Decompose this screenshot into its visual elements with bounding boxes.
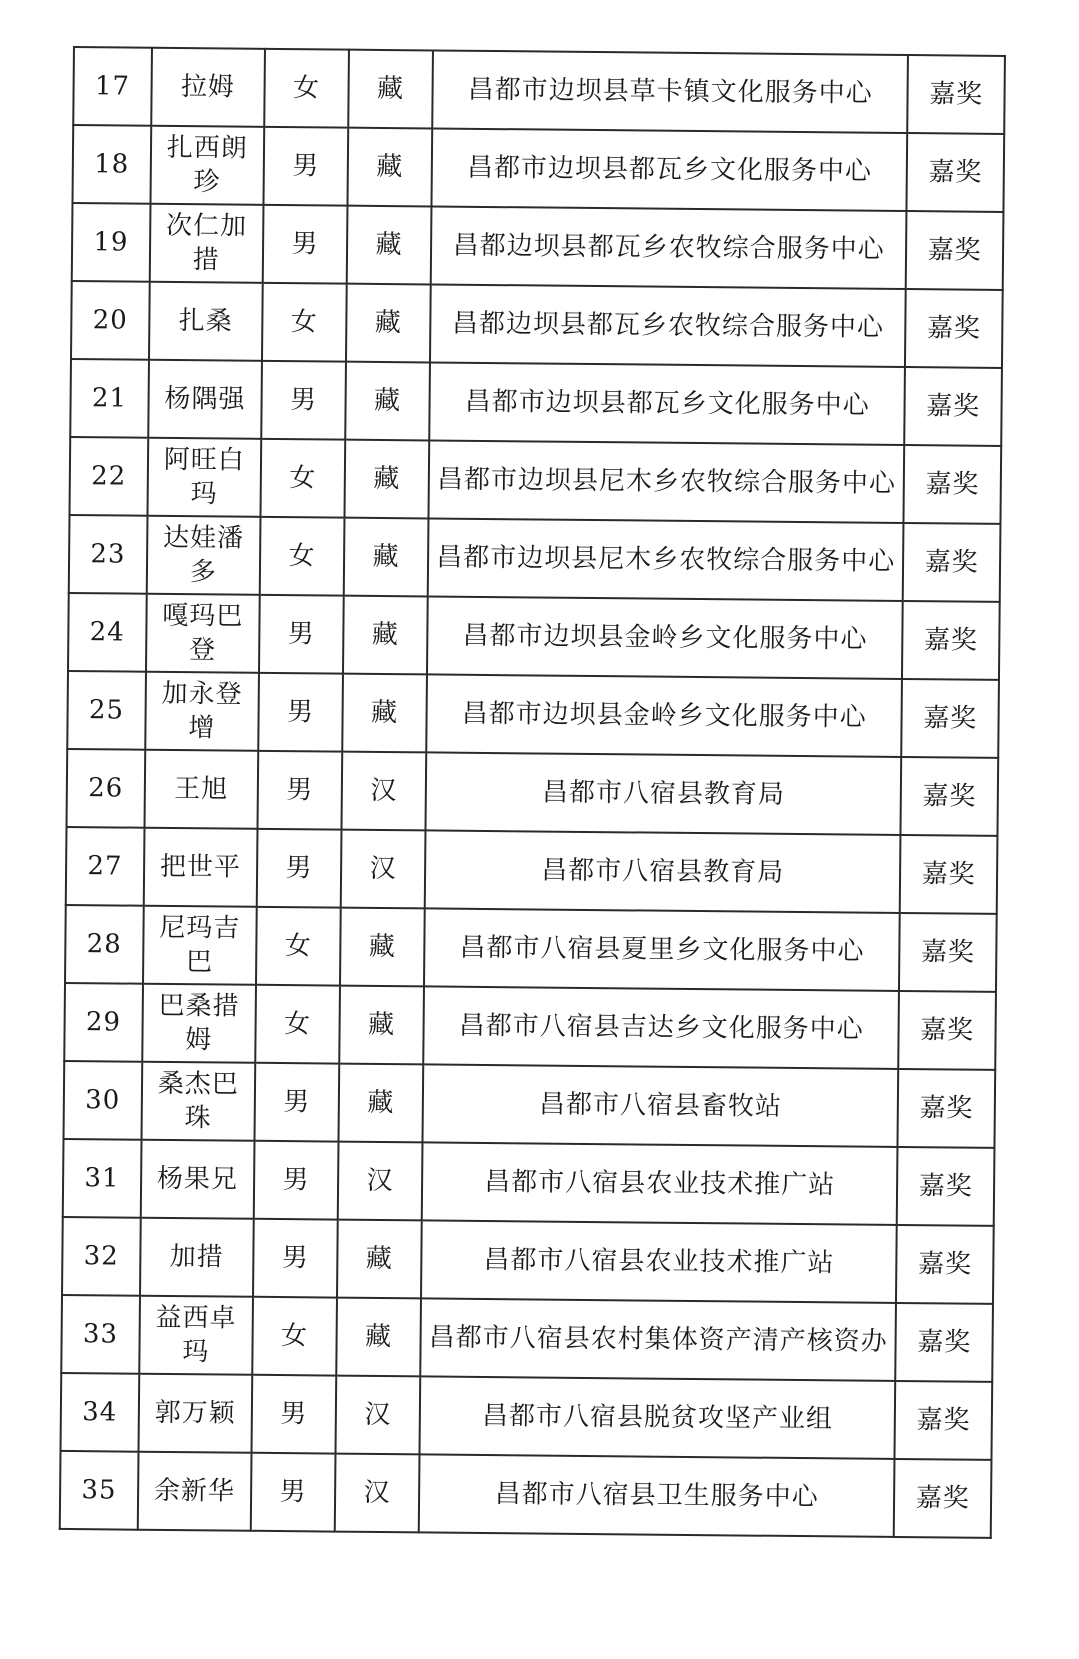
table-row [70,359,1002,446]
name-cell: 加永登增 [145,672,259,751]
gender-cell: 男 [254,1063,339,1142]
award-cell: 嘉奖 [902,679,999,758]
name-cell: 阿旺白玛 [147,438,261,517]
name-cell: 扎西朗珍 [150,126,264,205]
table-row [67,671,999,758]
work-unit-cell: 昌都市边坝县都瓦乡文化服务中心 [429,362,905,445]
gender-cell: 男 [258,673,343,752]
serial-number-cell: 31 [63,1139,141,1218]
work-unit-cell: 昌都市八宿县教育局 [425,752,901,835]
award-cell: 嘉奖 [899,913,996,992]
serial-number-cell: 20 [71,281,149,360]
table-row [72,125,1004,212]
work-unit-cell: 昌都市八宿县畜牧站 [422,1064,898,1147]
name-cell: 余新华 [137,1452,251,1531]
gender-cell: 男 [263,127,348,206]
work-unit-cell: 昌都市边坝县草卡镇文化服务中心 [432,50,908,133]
table-row [61,1373,993,1460]
ethnicity-cell: 汉 [338,1142,423,1221]
serial-number-cell: 34 [61,1373,139,1452]
ethnicity-cell: 藏 [346,284,431,363]
table-row [64,983,996,1070]
table-row [68,593,1000,680]
table-row [67,749,999,836]
serial-number-cell: 28 [65,905,143,984]
name-cell: 次仁加措 [149,204,263,283]
work-unit-cell: 昌都市边坝县金岭乡文化服务中心 [426,674,902,757]
award-cell: 嘉奖 [906,211,1003,290]
award-cell: 嘉奖 [904,445,1001,524]
gender-cell: 男 [254,1141,339,1220]
award-cell: 嘉奖 [899,991,996,1070]
work-unit-cell: 昌都市八宿县农业技术推广站 [422,1142,898,1225]
table-row [65,905,997,992]
work-unit-cell: 昌都市边坝县尼木乡农牧综合服务中心 [428,518,904,601]
name-cell: 王旭 [144,750,258,829]
work-unit-cell: 昌都市八宿县夏里乡文化服务中心 [424,908,900,991]
work-unit-cell: 昌都市八宿县农业技术推广站 [421,1220,897,1303]
ethnicity-cell: 藏 [348,50,433,129]
name-cell: 拉姆 [151,48,265,127]
name-cell: 桑杰巴珠 [141,1062,255,1141]
serial-number-cell: 26 [67,749,145,828]
ethnicity-cell: 藏 [336,1298,421,1377]
serial-number-cell: 17 [73,47,151,126]
ethnicity-cell: 汉 [335,1376,420,1455]
gender-cell: 男 [252,1375,337,1454]
award-cell: 嘉奖 [905,289,1002,368]
award-cell: 嘉奖 [894,1459,991,1538]
award-cell: 嘉奖 [908,55,1005,134]
ethnicity-cell: 藏 [347,128,432,207]
name-cell: 郭万颖 [138,1374,252,1453]
ethnicity-cell: 藏 [340,908,425,987]
name-cell: 巴桑措姆 [142,984,256,1063]
table-row [73,47,1005,134]
work-unit-cell: 昌都市八宿县脱贫攻坚产业组 [419,1376,895,1459]
award-cell: 嘉奖 [907,133,1004,212]
ethnicity-cell: 藏 [345,362,430,441]
work-unit-cell: 昌都市八宿县卫生服务中心 [419,1454,895,1537]
award-roster-table [59,46,1006,1539]
award-cell: 嘉奖 [896,1225,993,1304]
serial-number-cell: 18 [72,125,150,204]
gender-cell: 女 [262,283,347,362]
serial-number-cell: 30 [64,1061,142,1140]
ethnicity-cell: 藏 [347,206,432,285]
gender-cell: 男 [259,595,344,674]
work-unit-cell: 昌都市边坝县都瓦乡文化服务中心 [431,128,907,211]
gender-cell: 女 [256,907,341,986]
ethnicity-cell: 藏 [342,674,427,753]
ethnicity-cell: 藏 [338,1064,423,1143]
roster-body [60,47,1005,1538]
table-row [61,1295,993,1382]
ethnicity-cell: 汉 [341,752,426,831]
award-cell: 嘉奖 [896,1303,993,1382]
table-row [71,281,1003,368]
serial-number-cell: 35 [60,1451,138,1530]
gender-cell: 女 [252,1297,337,1376]
gender-cell: 男 [253,1219,338,1298]
work-unit-cell: 昌都市边坝县金岭乡文化服务中心 [427,596,903,679]
name-cell: 加措 [140,1218,254,1297]
table-row [60,1451,992,1538]
name-cell: 扎桑 [149,282,263,361]
award-cell: 嘉奖 [895,1381,992,1460]
table-row [64,1061,996,1148]
table-row [72,203,1004,290]
ethnicity-cell: 藏 [344,518,429,597]
name-cell: 把世平 [143,828,257,907]
ethnicity-cell: 藏 [343,596,428,675]
name-cell: 嘎玛巴登 [146,594,260,673]
gender-cell: 男 [257,751,342,830]
gender-cell: 男 [261,361,346,440]
award-cell: 嘉奖 [897,1147,994,1226]
award-cell: 嘉奖 [903,523,1000,602]
work-unit-cell: 昌都边坝县都瓦乡农牧综合服务中心 [431,206,907,289]
name-cell: 杨果兄 [140,1140,254,1219]
serial-number-cell: 22 [69,437,147,516]
table-row [63,1139,995,1226]
table-row [62,1217,994,1304]
ethnicity-cell: 藏 [337,1220,422,1299]
gender-cell: 男 [263,205,348,284]
serial-number-cell: 25 [67,671,145,750]
serial-number-cell: 32 [62,1217,140,1296]
work-unit-cell: 昌都市边坝县尼木乡农牧综合服务中心 [428,440,904,523]
gender-cell: 女 [260,517,345,596]
table-row [69,515,1001,602]
name-cell: 益西卓玛 [139,1296,253,1375]
serial-number-cell: 21 [70,359,148,438]
serial-number-cell: 33 [61,1295,139,1374]
name-cell: 尼玛吉巴 [143,906,257,985]
table-row [69,437,1001,524]
gender-cell: 男 [257,829,342,908]
gender-cell: 女 [255,985,340,1064]
ethnicity-cell: 藏 [344,440,429,519]
award-cell: 嘉奖 [900,835,997,914]
work-unit-cell: 昌都边坝县都瓦乡农牧综合服务中心 [430,284,906,367]
serial-number-cell: 19 [72,203,150,282]
gender-cell: 男 [251,1453,336,1532]
award-cell: 嘉奖 [905,367,1002,446]
table-row [66,827,998,914]
gender-cell: 女 [264,49,349,128]
work-unit-cell: 昌都市八宿县农村集体资产清产核资办 [420,1298,896,1381]
serial-number-cell: 24 [68,593,146,672]
serial-number-cell: 29 [64,983,142,1062]
gender-cell: 女 [260,439,345,518]
ethnicity-cell: 藏 [339,986,424,1065]
ethnicity-cell: 汉 [335,1454,420,1533]
name-cell: 杨隅强 [148,360,262,439]
serial-number-cell: 27 [66,827,144,906]
serial-number-cell: 23 [69,515,147,594]
award-cell: 嘉奖 [902,601,999,680]
award-cell: 嘉奖 [898,1069,995,1148]
award-cell: 嘉奖 [901,757,998,836]
ethnicity-cell: 汉 [341,830,426,909]
name-cell: 达娃潘多 [146,516,260,595]
work-unit-cell: 昌都市八宿县吉达乡文化服务中心 [423,986,899,1069]
work-unit-cell: 昌都市八宿县教育局 [425,830,901,913]
